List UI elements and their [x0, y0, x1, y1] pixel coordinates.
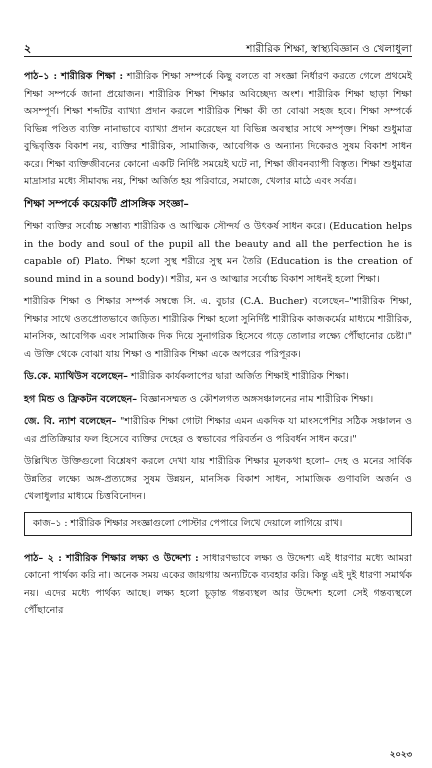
definition-body-4: বিজ্ঞানসম্মত ও কৌশলগত অঙ্গসঞ্চালনের নাম শারীরিক শিক্ষা।: [137, 393, 374, 405]
lesson-2-paragraph: [24, 550, 412, 620]
page-header: [24, 38, 412, 57]
lesson-2-heading: পাঠ– ২ : শারীরিক শিক্ষার লক্ষ্য ও উদ্দেশ্য :: [24, 552, 199, 564]
footer-year: ২০২৩: [389, 750, 412, 760]
definition-paragraph-2: শারীরিক শিক্ষা ও শিক্ষার সম্পর্ক সম্বন্ধে সি. এ. বুচার (C.A. Bucher) বলেছেন–"শারীরিক শিক্ষা, শিক্ষার সাথে ওতপ্রোতভাবে জড়িত। শারীরিক শিক্ষা হলো সুনির্দিষ্ট শারীরিক কাজকর্মের মাধ্যমে শারীরিক, মানসিক, আবেগিক এবং সামাজিক দিক দিয়ে সুনাগরিক হিসেবে গড়ে তোলার লক্ষ্যে পৌঁছানোর চেষ্টা।" এ উক্তি থেকে বোঝা যায় শিক্ষা ও শারীরিক শিক্ষা একে অপরের পরিপূরক।: [24, 296, 412, 360]
definition-author-3: ডি.কে. ম্যাথিউস বলেছেন–: [24, 371, 128, 382]
definition-paragraph-1: শিক্ষা ব্যক্তির সর্বোচ্চ সম্ভাব্য শারীরিক ও আত্মিক সৌন্দর্য ও উৎকর্ষ সাধন করে। (Education helps in the body and soul of the pupil all the beauty and all the perfection he is capable of) Plato. শিক্ষা হলো সুস্থ শরীরে সুস্থ মন তৈরি (Education is the creation of sound mind in a sound body)। শরীর, মন ও আত্মার সর্বোচ্চ বিকাশ সাধনই হলো শিক্ষা।: [24, 221, 412, 285]
definition-author-5: জে. বি. ন্যাশ বলেছেন–: [24, 416, 117, 427]
lesson-1-paragraph: [24, 68, 412, 191]
definition-paragraph-5: [24, 413, 412, 448]
page-content: [24, 68, 412, 625]
page-number: ২: [24, 42, 32, 55]
running-title: শারীরিক শিক্ষা, স্বাস্থ্যবিজ্ঞান ও খেলাধুলা: [246, 43, 412, 55]
definitions-subheading: শিক্ষা সম্পর্কে কয়েকটি প্রাসঙ্গিক সংজ্ঞা–: [24, 197, 189, 210]
lesson-2-body: সাধারণভাবে লক্ষ্য ও উদ্দেশ্য এই ধারণার মধ্যে আমরা কোনো পার্থক্য করি না। অনেক সময় একের জায়গায় অন্যটিকে ব্যবহার করি। কিন্তু এই দুই ধারণা সমার্থক নয়। এদের মধ্যে পার্থক্য আছে। লক্ষ্য হলো চূড়ান্ত গন্তব্যস্থল আর উদ্দেশ্য হলো সেই গন্তব্যস্থলে পৌঁছানোর: [24, 552, 413, 616]
lesson-1-heading: পাঠ–১ : শারীরিক শিক্ষা :: [24, 71, 124, 82]
definition-body-5: "শারীরিক শিক্ষা গোটা শিক্ষার এমন একদিক যা মাংসপেশির সঠিক সঞ্চালন ও এর প্রতিক্রিয়ার ফল হিসেবে ব্যক্তির দেহের ও স্বভাবের পরিবর্তন ও পরিবর্ধন সাধন করে।": [24, 416, 413, 445]
definition-author-4: হগ মিন্ড ও ফ্রিকটন বলেছেন–: [24, 393, 138, 405]
definition-paragraph-4: [24, 391, 412, 409]
task-box: কাজ–১ : শারীরিক শিক্ষার সংজ্ঞাগুলো পোস্টার পেপারে লিখে দেয়ালে লাগিয়ে রাখ।: [24, 512, 412, 536]
definition-paragraph-3: [24, 368, 412, 386]
conclusion-paragraph: উল্লিখিত উক্তিগুলো বিশ্লেষণ করলে দেখা যায় শারীরিক শিক্ষার মূলকথা হলো– দেহ ও মনের সার্বিক উন্নতির লক্ষ্যে অঙ্গ-প্রত্যঙ্গের সুষম উন্নয়ন, মানসিক বিকাশ সাধন, সামাজিক গুণাবলি অর্জন ও খেলাধুলার মাধ্যমে চিত্তবিনোদন।: [24, 456, 412, 502]
lesson-1-body: শারীরিক শিক্ষা সম্পর্কে কিছু বলতে বা সংজ্ঞা নির্ধারণ করতে গেলে প্রথমেই শিক্ষা সম্পর্কে জানা প্রয়োজন। শারীরিক শিক্ষা শিক্ষার অবিচ্ছেদ্য অংশ। শারীরিক শিক্ষা ছাড়া শিক্ষা অসম্পূর্ণ। শিক্ষা শব্দটির ব্যাখ্যা প্রদান করলে শারীরিক শিক্ষা কী তা বোঝা সহজ হবে। শিক্ষা সম্পর্কে বিভিন্ন পণ্ডিত ব্যক্তি নানাভাবে ব্যাখ্যা প্রদান করেছেন যা বিভিন্ন অবস্থার সাথে সম্পৃক্ত। শিক্ষা শুধুমাত্র বুদ্ধিবৃত্তিক বিকাশ নয়, ব্যক্তির শারীরিক, সামাজিক, আবেগিক ও অন্যান্য দিকেরও সুষম বিকাশ সাধন করে। শিক্ষা ব্যক্তিজীবনের কোনো একটি নির্দিষ্ট সময়েই ঘটে না, শিক্ষা জীবনব্যাপী বিস্তৃত। শিক্ষা শুধুমাত্র মাদ্রাসার মধ্যে সীমাবদ্ধ নয়, শিক্ষা অর্জিত হয় পরিবারে, সমাজে, খেলার মাঠে এবং সর্বত্র।: [24, 71, 412, 187]
definition-body-3: শারীরিক কার্যকলাপের দ্বারা অর্জিত শিক্ষাই শারীরিক শিক্ষা।: [127, 371, 349, 382]
